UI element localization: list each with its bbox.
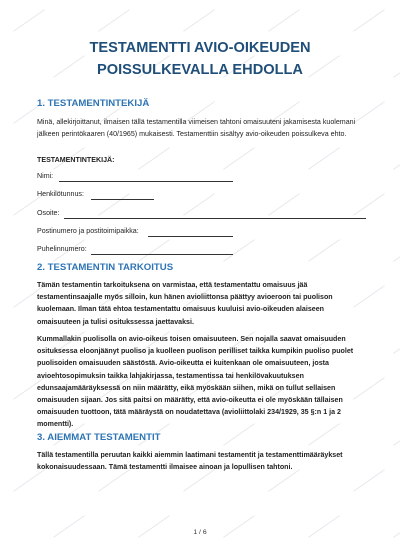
section-3-text: Tällä testamentilla peruutan kaikki aiemmin laatimani testamentit ja testamenttimääräykset kokonaisuudessaan. Tämä testamentti ilmaisee ainoan ja lopullisen tahtoni. — [37, 451, 343, 472]
phone-field[interactable] — [37, 245, 237, 257]
section-1-text: Minä, allekirjoittanut, ilmaisen tällä testamentilla viimeisen tahtoni omaisuuteni jakamisesta kuolemani jälkeen perintökaaren (40/1965) mukaisesti. Testamenttiin sisältyy avio-oikeuden poissulkeva ehto. — [37, 118, 356, 139]
document-title-line-2: POISSULKEVALLA EHDOLLA — [97, 62, 303, 78]
watermark-mark — [98, 9, 130, 32]
watermark-mark — [393, 239, 400, 262]
section-1-heading: 1. TESTAMENTINTEKIJÄ — [37, 98, 150, 109]
section-2-paragraph-2: Kummallakin puolisolla on avio-oikeus toisen omaisuuteen. Sen nojalla saavat omaisuuden osituksessa eloonjäänyt puoliso ja kuolleen puolison perilliset taikka kumpikin puoliso puolet puolisoiden omaisuuden säästöstä. Avio-oikeutta ei kuitenkaan ole omaisuuteen, josta avioehtosopimuksin taikka lahjakirjassa, testamentissa tai henkilövakuutuksen edunsaajamääräyksessä on niin määrätty, eikä myöskään siihen, mikä on tullut sellaisen omaisuuden sijaan. Jos sitä paitsi on määrätty, että avio-oikeutta ei ole myöskään tällaisen omaisuuden tuottoon, tätä määräystä on noudatettava (avioliittolaki 234/1929, 35 §:n 1 ja 2 momentti). — [37, 335, 354, 429]
watermark-mark — [183, 9, 215, 32]
watermark-mark — [268, 9, 300, 32]
name-field[interactable] — [37, 172, 237, 184]
address-field[interactable] — [37, 209, 367, 221]
watermark-mark — [393, 423, 400, 446]
watermark-mark — [393, 147, 400, 170]
watermark-mark — [308, 239, 340, 262]
testator-label: TESTAMENTINTEKIJÄ: — [37, 156, 115, 164]
ssn-field-line[interactable] — [91, 199, 154, 200]
phone-field-line[interactable] — [91, 254, 233, 255]
watermark-mark — [223, 147, 255, 170]
section-2-heading: 2. TESTAMENTIN TARKOITUS — [37, 262, 174, 273]
page-number: 1 / 6 — [193, 529, 207, 536]
ssn-field-label: Henkilötunnus: — [37, 190, 84, 198]
postal-field-label: Postinumero ja postitoimipaikka: — [37, 227, 139, 235]
address-field-label: Osoite: — [37, 209, 60, 217]
watermark-mark — [393, 55, 400, 78]
document-title-line-1: TESTAMENTTI AVIO-OIKEUDEN — [89, 40, 311, 56]
watermark-mark — [13, 9, 45, 32]
phone-field-label: Puhelinnumero: — [37, 245, 87, 253]
ssn-field[interactable] — [37, 190, 157, 202]
postal-field-line[interactable] — [148, 236, 233, 237]
watermark-mark — [308, 147, 340, 170]
postal-field[interactable] — [37, 227, 237, 239]
watermark-mark — [353, 9, 385, 32]
section-3-heading: 3. AIEMMAT TESTAMENTIT — [37, 432, 161, 443]
name-field-label: Nimi: — [37, 172, 54, 180]
address-field-line[interactable] — [64, 218, 366, 219]
watermark-mark — [393, 331, 400, 354]
section-2-paragraph-1: Tämän testamentin tarkoituksena on varmistaa, että testamentattu omaisuus jää testamentinsaajalle myös silloin, kun hänen avioliittonsa päättyy avioeroon tai puolison kuolemaan. Ilman tätä ehtoa testamentattu omaisuus kuuluisi avio-oikeuden alaiseen omaisuuteen ja tulisi ositukssessa jaettavaksi. — [37, 281, 333, 326]
watermark-mark — [138, 147, 170, 170]
name-field-line[interactable] — [59, 181, 233, 182]
